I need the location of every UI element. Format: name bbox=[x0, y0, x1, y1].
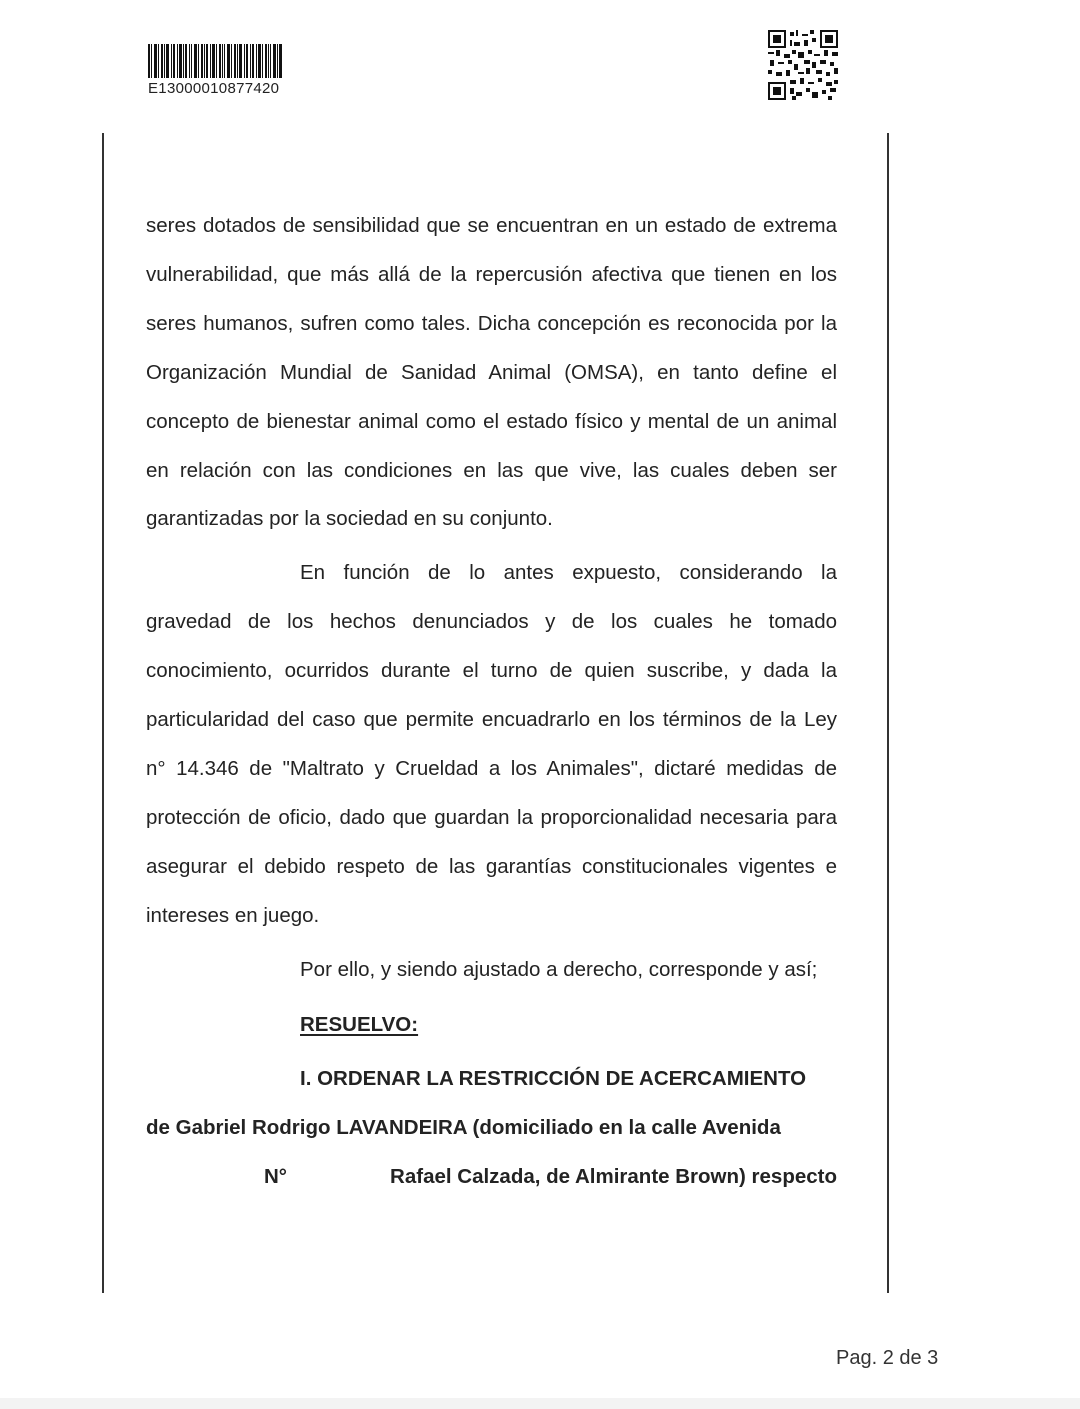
barcode-block bbox=[148, 44, 288, 97]
resolution-order bbox=[146, 1055, 837, 1153]
paragraph-por-ello: Por ello, y siendo ajustado a derecho, corresponde y así; bbox=[300, 957, 818, 981]
paragraph-funcion: En función de lo antes expuesto, considerando la gravedad de los hechos denunciados y de los cuales he tomado conocimiento, ocurridos durante el turno de quien suscribe, y dada la particularidad del caso que permite encuadrarlo en los términos de la Ley n° 14.346 de "Maltrato y Crueldad a los Animales", dictaré medidas de protección de oficio, dado que guardan la proporcionalidad necesaria para asegurar el debido respeto de las garantías constitucionales vigentes e intereses en juego. bbox=[146, 561, 837, 927]
resuelvo-heading: RESUELVO: bbox=[300, 1012, 419, 1036]
order-text: de Gabriel Rodrigo LAVANDEIRA (domiciliado en la calle Avenida bbox=[146, 1116, 781, 1140]
order-address-line bbox=[146, 1153, 837, 1202]
qr-code-image bbox=[768, 30, 838, 100]
order-number-label: N° bbox=[264, 1165, 288, 1189]
barcode-image bbox=[148, 44, 282, 78]
barcode-number: E13000010877420 bbox=[148, 80, 280, 97]
order-title: I. ORDENAR LA RESTRICCIÓN DE ACERCAMIENTO bbox=[300, 1067, 807, 1091]
paragraph-sensibilidad: seres dotados de sensibilidad que se encuentran en un estado de extrema vulnerabilidad, que más allá de la repercusión afectiva que tienen en los seres humanos, sufren como tales. Dicha concepción es reconocida por la Organización Mundial de Sanidad Animal (OMSA), en tanto define el concepto de bienestar animal como el estado físico y mental de un animal en relación con las condiciones en las que vive, las cuales deben ser garantizadas por la sociedad en su conjunto. bbox=[146, 214, 837, 531]
page-number: Pag. 2 de 3 bbox=[836, 1347, 939, 1369]
right-margin-line bbox=[887, 133, 889, 1293]
order-address-text: Rafael Calzada, de Almirante Brown) respecto bbox=[390, 1165, 837, 1189]
left-margin-line bbox=[102, 133, 104, 1293]
document-body bbox=[146, 202, 837, 1202]
